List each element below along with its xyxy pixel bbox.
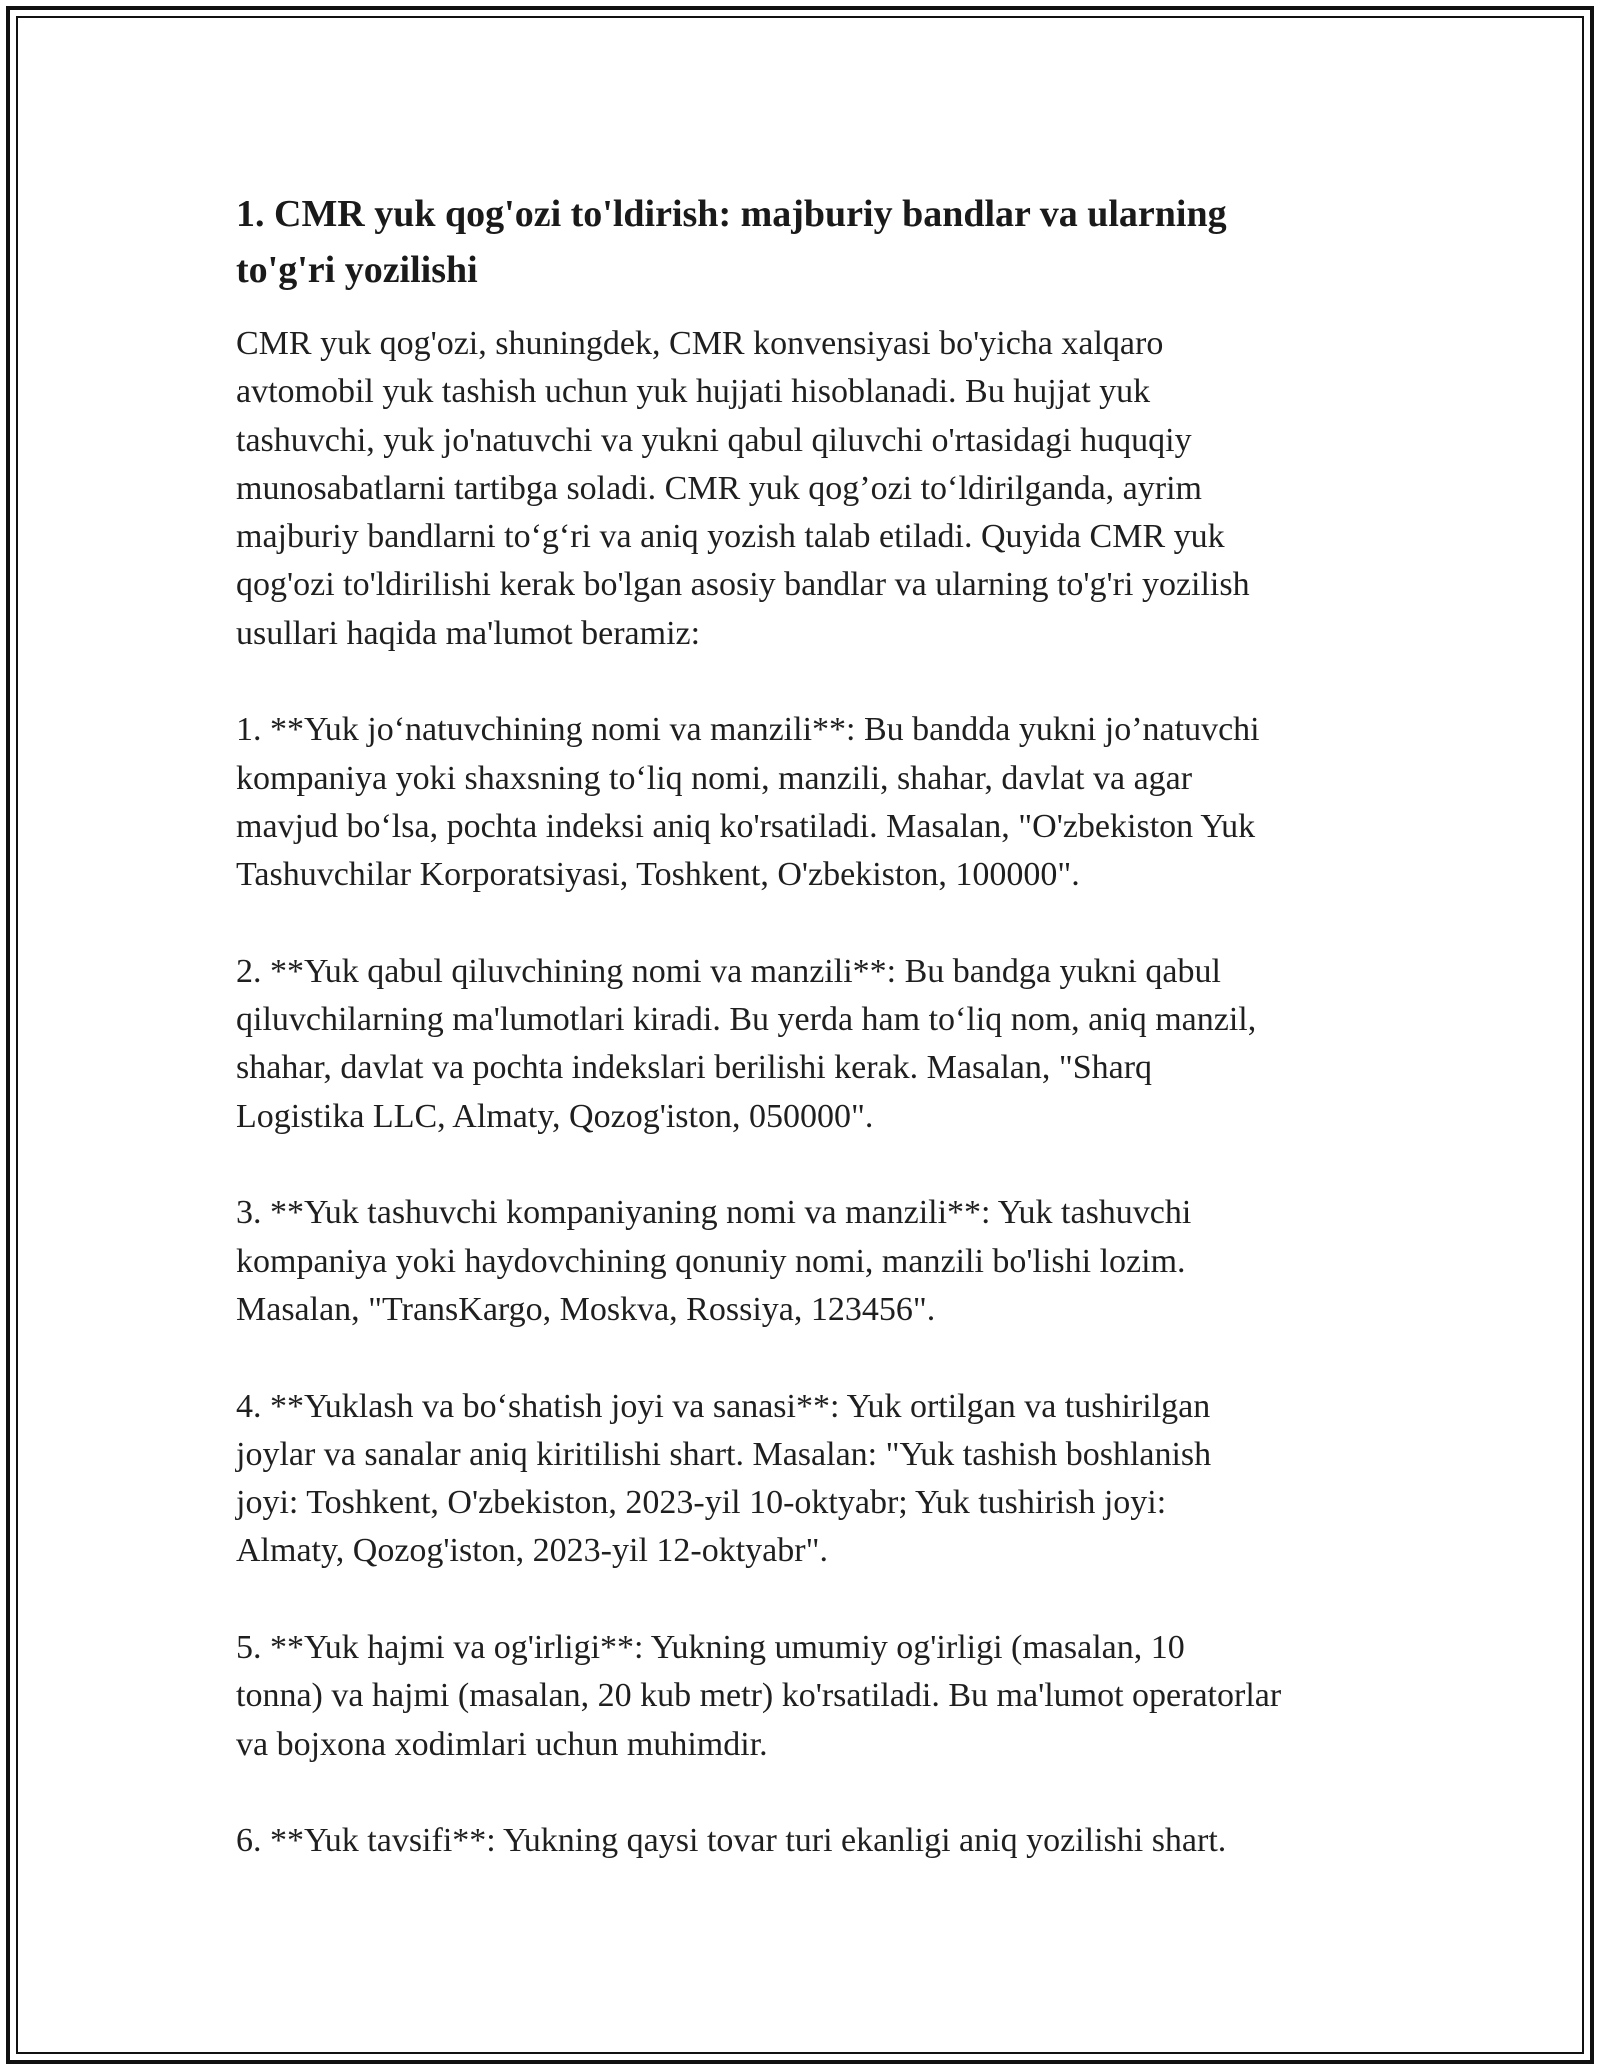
item-paragraph-2: 2. **Yuk qabul qiluvchining nomi va manzili**: Bu bandga yukni qabul qiluvchilarning ma'lumotlari kiradi. Bu yerda ham to‘liq nom, aniq manzil, shahar, davlat va pochta indekslari berilishi kerak. Masalan, "Sharq Logistika LLC, Almaty, Qozog'iston, 050000".	[236, 952, 1257, 1135]
item-paragraph-3: 3. **Yuk tashuvchi kompaniyaning nomi va manzili**: Yuk tashuvchi kompaniya yoki haydovchining qonuniy nomi, manzili bo'lishi lozim. Masalan, "TransKargo, Moskva, Rossiya, 123456".	[236, 1194, 1192, 1328]
document-body	[236, 186, 1366, 1866]
item-paragraph-5: 5. **Yuk hajmi va og'irligi**: Yukning umumiy og'irligi (masalan, 10 tonna) va hajmi (masalan, 20 kub metr) ko'rsatiladi. Bu ma'lumot operatorlar va bojxona xodimlari uchun muhimdir.	[236, 1629, 1282, 1763]
document-title: 1. CMR yuk qog'ozi to'ldirish: majburiy bandlar va ularning to'g'ri yozilishi	[236, 193, 1227, 291]
intro-paragraph: CMR yuk qog'ozi, shuningdek, CMR konvensiyasi bo'yicha xalqaro avtomobil yuk tashish uchun yuk hujjati hisoblanadi. Bu hujjat yuk tashuvchi, yuk jo'natuvchi va yukni qabul qiluvchi o'rtasidagi huquqiy munosabatlarni tartibga soladi. CMR yuk qog’ozi to‘ldirilganda, ayrim majburiy bandlarni to‘g‘ri va aniq yozish talab etiladi. Quyida CMR yuk qog'ozi to'ldirilishi kerak bo'lgan asosiy bandlar va ularning to'g'ri yozilish usullari haqida ma'lumot beramiz:	[236, 325, 1250, 652]
item-paragraph-6: 6. **Yuk tavsifi**: Yukning qaysi tovar turi ekanligi aniq yozilishi shart.	[236, 1822, 1227, 1860]
item-paragraph-4: 4. **Yuklash va bo‘shatish joyi va sanasi**: Yuk ortilgan va tushirilgan joylar va sanalar aniq kiritilishi shart. Masalan: "Yuk tashish boshlanish joyi: Toshkent, O'zbekiston, 2023-yil 10-oktyabr; Yuk tushirish joyi: Almaty, Qozog'iston, 2023-yil 12-oktyabr".	[236, 1387, 1212, 1570]
item-paragraph-1: 1. **Yuk jo‘natuvchining nomi va manzili**: Bu bandda yukni jo’natuvchi kompaniya yoki shaxsning to‘liq nomi, manzili, shahar, davlat va agar mavjud bo‘lsa, pochta indeksi aniq ko'rsatiladi. Masalan, "O'zbekiston Yuk Tashuvchilar Korporatsiyasi, Toshkent, O'zbekiston, 100000".	[236, 711, 1260, 894]
